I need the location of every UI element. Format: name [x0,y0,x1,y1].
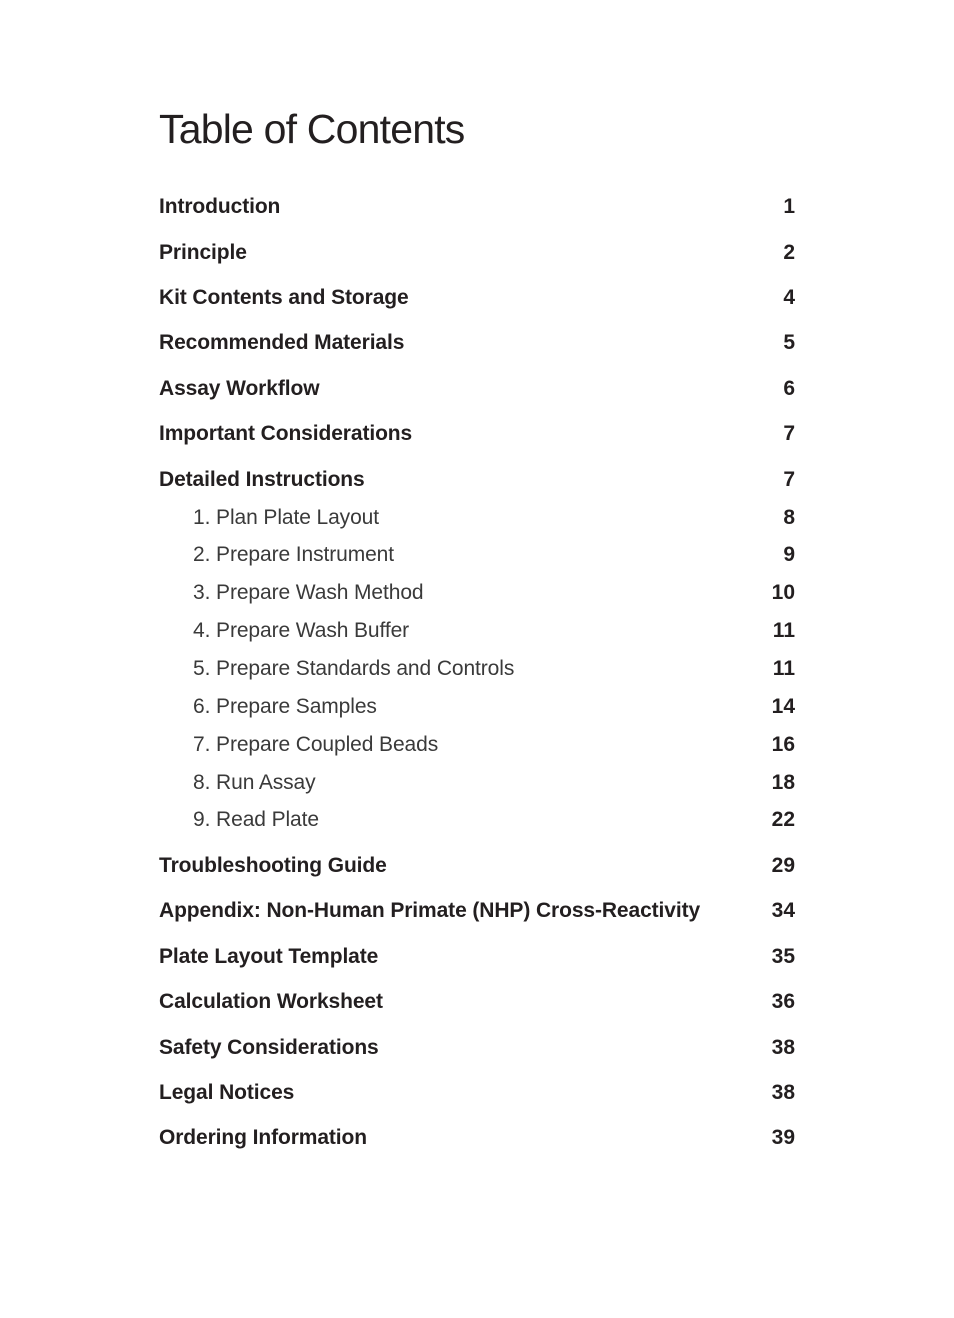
toc-entry[interactable] [159,238,795,268]
toc-subentry-label: 1. Plan Plate Layout [193,506,379,529]
toc-entry[interactable] [159,374,795,404]
toc-entry-page: 38 [771,1081,795,1104]
toc-subentry-label: 6. Prepare Samples [193,695,377,718]
toc-entry[interactable] [159,1078,795,1108]
toc-subentry[interactable] [159,503,795,533]
toc-entry[interactable] [159,851,795,881]
toc-entry-page: 29 [771,854,795,877]
toc-subentry-label: 4. Prepare Wash Buffer [193,619,410,642]
toc-subentry-label: 5. Prepare Standards and Controls [193,657,515,680]
toc-subentry[interactable] [159,654,795,684]
toc-entry[interactable] [159,1033,795,1063]
toc-entry-page: 39 [771,1126,795,1149]
toc-subentry-page: 16 [771,733,795,756]
toc-subentry[interactable] [159,768,795,798]
toc-entry[interactable] [159,419,795,449]
toc-entry[interactable] [159,942,795,972]
toc-entry-page: 38 [771,1036,795,1059]
toc-subentry-page: 18 [771,771,795,794]
toc-entry-page: 2 [783,241,795,264]
toc-subentry-page: 22 [771,808,795,831]
toc-entry[interactable] [159,987,795,1017]
toc-entry-label: Recommended Materials [159,331,405,354]
toc-entry[interactable] [159,1123,795,1153]
toc-entry-label: Plate Layout Template [159,945,379,968]
toc-entry-label: Kit Contents and Storage [159,286,409,309]
toc-entry-page: 6 [783,377,795,400]
toc-entry-label: Safety Considerations [159,1036,379,1059]
toc-entry-label: Legal Notices [159,1081,295,1104]
toc-entry-label: Principle [159,241,247,264]
toc-subentry-page: 9 [783,543,795,566]
toc-subentry-label: 7. Prepare Coupled Beads [193,733,439,756]
toc-entry-page: 7 [783,422,795,445]
toc-entry-label: Detailed Instructions [159,468,365,491]
toc-entry-label: Ordering Information [159,1126,368,1149]
toc-subentry-label: 3. Prepare Wash Method [193,581,424,604]
toc-entry-page: 7 [783,468,795,491]
toc-entry[interactable] [159,465,795,495]
page-title: Table of Contents [159,106,465,152]
toc-subentry[interactable] [159,540,795,570]
toc-entry[interactable] [159,283,795,313]
toc-subentry-page: 8 [783,506,795,529]
toc-subentry-label: 2. Prepare Instrument [193,543,394,566]
toc-entry-label: Introduction [159,195,281,218]
toc-entry-label: Assay Workflow [159,377,320,400]
toc-entry-label: Calculation Worksheet [159,990,383,1013]
toc-subentry[interactable] [159,805,795,835]
toc-entry[interactable] [159,192,795,222]
toc-subentry-page: 11 [772,619,795,642]
toc-entry-page: 1 [783,195,795,218]
toc-subentry[interactable] [159,616,795,646]
toc-subentry-page: 11 [772,657,795,680]
toc-entry-page: 35 [771,945,795,968]
toc-subentry-label: 8. Run Assay [193,771,316,794]
toc-entry[interactable] [159,896,795,926]
toc-entry-label: Troubleshooting Guide [159,854,387,877]
toc-subentry-page: 14 [771,695,795,718]
toc-entry-page: 5 [783,331,795,354]
toc-entry-page: 36 [771,990,795,1013]
toc-subentry-label: 9. Read Plate [193,808,319,831]
toc-entry-page: 34 [771,899,795,922]
toc-entry-label: Appendix: Non-Human Primate (NHP) Cross-Reactivity [159,899,701,922]
toc-subentry[interactable] [159,692,795,722]
toc-subentry[interactable] [159,578,795,608]
toc-subentry[interactable] [159,730,795,760]
toc-entry[interactable] [159,328,795,358]
toc-subentry-page: 10 [771,581,795,604]
toc-entry-page: 4 [783,286,795,309]
toc-entry-label: Important Considerations [159,422,413,445]
